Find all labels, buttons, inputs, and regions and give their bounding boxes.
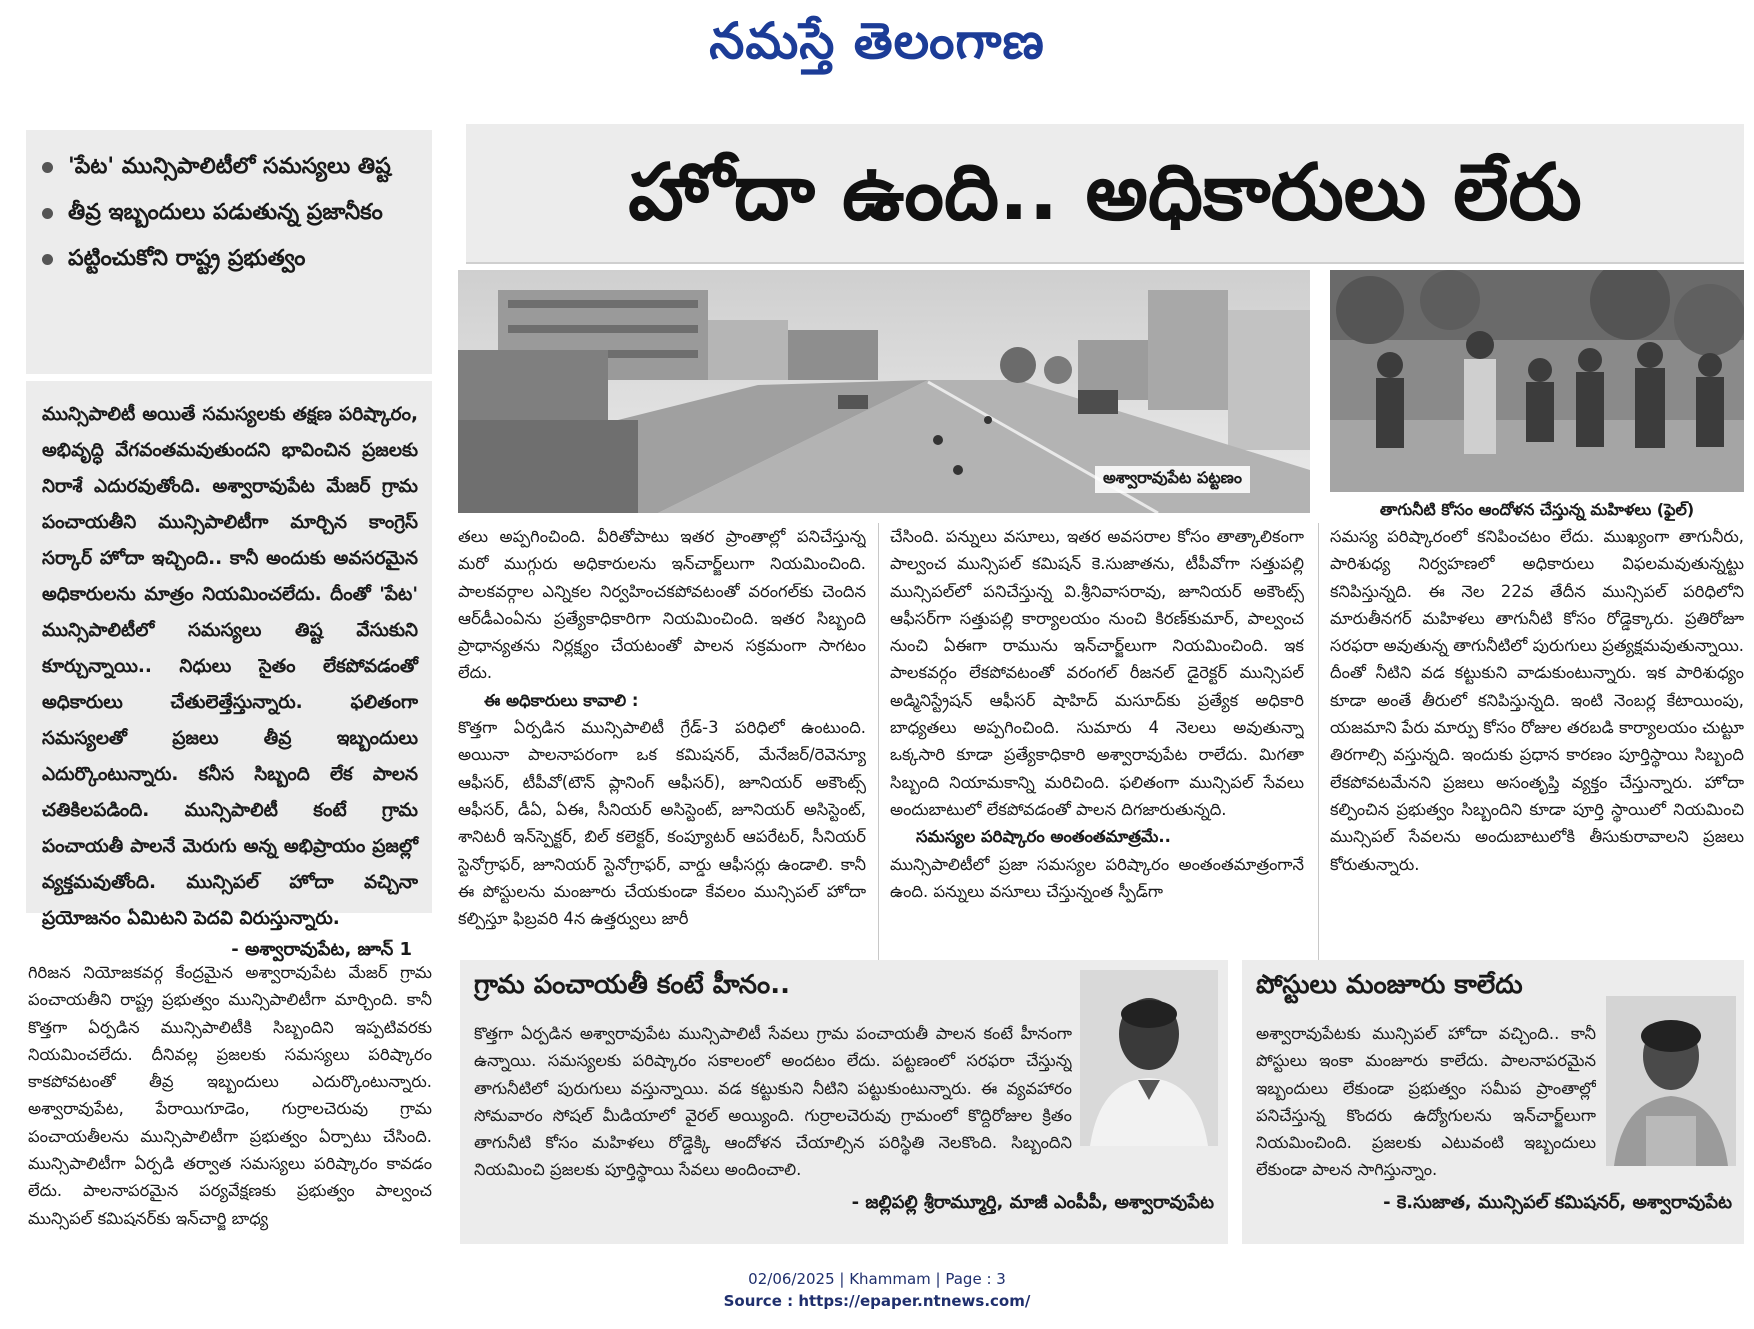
intro-text: మున్సిపాలిటీ అయితే సమస్యలకు తక్షణ పరిష్కారం, అభివృద్ధి వేగవంతమవుతుందని భావించిన ప్రజలకు నిరాశే ఎదురవుతోంది. అశ్వారావుపేట మేజర్ గ్రామ పంచాయతీని మున్సిపాలిటీగా మార్చిన కాంగ్రెస్ సర్కార్ హోదా ఇచ్చింది.. కానీ అందుకు అవసరమైన అధికారులను మాత్రం నియమించలేదు. దీంతో 'పేట' మున్సిపాలిటీలో సమస్యలు తిష్ట వేసుకుని కూర్చున్నాయి.. నిధులు సైతం లేకపోవడంతో అధికారులు చేతులెత్తేస్తున్నారు. ఫలితంగా సమస్యలతో ప్రజలు తీవ్ర ఇబ్బందులు ఎదుర్కొంటున్నారు. కనీస సిబ్బంది లేక పాలన చతికిలపడింది. మున్సిపాలిటీ కంటే గ్రామ పంచాయతీ పాలనే మెరుగు అన్న అభిప్రాయం ప్రజల్లో వ్యక్తమవుతోంది. మున్సిపల్ హోదా వచ్చినా ప్రయోజనం ఏమిటని పెదవి విరుస్తున్నారు.: [42, 404, 418, 929]
highlight-text: తీవ్ర ఇబ్బందులు పడుతున్న ప్రజానీకం: [68, 200, 383, 225]
town-photo-caption: అశ్వారావుపేట పట్టణం: [1095, 466, 1250, 493]
headline: హోదా ఉంది.. అధికారులు లేరు: [628, 148, 1582, 238]
quote-box-attribution: - కె.సుజాత, మున్సిపల్ కమిషనర్, అశ్వారావుపేట: [1383, 1192, 1732, 1213]
highlight-text: పట్టించుకోని రాష్ట్ర ప్రభుత్వం: [68, 246, 306, 271]
quote-box-body: కొత్తగా ఏర్పడిన అశ్వారావుపేట మున్సిపాలిటీ సేవలు గ్రామ పంచాయతీ పాలన కంటే హీనంగా ఉన్నాయి. సమస్యలకు పరిష్కారం సకాలంలో అందటం లేదు. పట్టణంలో సరఫరా చేస్తున్న తాగునీటిలో పురుగులు వస్తున్నాయి. వడ కట్టుకుని నీటిని పట్టుకుంటున్నారు. ఈ వ్యవహారం సోమవారం సోషల్ మీడియాలో వైరల్ అయ్యింది. గుర్రాలచెరువు గ్రామంలో కొద్దిరోజుల క్రితం తాగునీటి కోసం మహిళలు రోడ్డెక్కి ఆందోళన చేయాల్సిన పరిస్థితి నెలకొంది. సిబ్బందిని నియమించి ప్రజలకు పూర్తిస్థాయి సేవలు అందించాలి.: [474, 1024, 1072, 1180]
quote-box-title: పోస్టులు మంజూరు కాలేదు: [1256, 970, 1523, 1000]
col2-text-a: తలు అప్పగించింది. వీరితోపాటు ఇతర ప్రాంతాల్లో పనిచేస్తున్న మరో ముగ్గురు అధికారులను ఇన్‌చార్జ్‌లుగా నియమించింది. పాలకవర్గాల ఎన్నికల నిర్వహించకపోవటంతో వరంగల్‌కు చెందిన ఆర్‌డీఎంఏను ప్రత్యేకాధికారిగా నియమించింది. ఇతర సిబ్బంది ప్రాధాన్యతను నిర్లక్ష్యం చేయటంతో పాలన సక్రమంగా సాగటం లేదు.: [458, 527, 866, 683]
highlight-text: 'పేట' మున్సిపాలిటీలో సమస్యలు తిష్ట: [68, 154, 391, 179]
quote-box-commissioner: [1242, 960, 1744, 1244]
protest-photo-caption: తాగునీటి కోసం ఆందోళన చేస్తున్న మహిళలు (ఫైల్): [1379, 500, 1695, 519]
portrait-photo: [1080, 970, 1218, 1146]
highlight-item: [38, 190, 420, 236]
protest-photo: [1330, 270, 1744, 492]
highlight-item: [38, 144, 420, 190]
quote-box-attribution: - జల్లిపల్లి శ్రీరామ్మూర్తి, మాజీ ఎంపీపీ, అశ్వారావుపేట: [851, 1192, 1214, 1213]
col3-text-a: చేసింది. పన్నులు వసూలు, ఇతర అవసరాల కోసం తాత్కాలికంగా పాల్వంచ మున్సిపల్ కమిషన్ కె.సుజాతను, టీపీవోగా సత్తుపల్లి మున్సిపల్‌లో పనిచేస్తున్న వి.శ్రీనివాసరావు, జూనియర్ అకౌంట్స్ ఆఫీసర్‌గా సత్తుపల్లి కార్యాలయం నుంచి కిరణ్‌కుమార్, పాల్వంచ నుంచి ఏఈగా రామును ఇన్‌చార్జ్‌లుగా నియమించింది. ఇక పాలకవర్గం లేకపోవటంతో వరంగల్ రీజనల్ డైరెక్టర్ మున్సిపల్ అడ్మినిస్ట్రేషన్ ఆఫీసర్ షాహిద్ మసూద్‌కు ప్రత్యేక అధికారి బాధ్యతలు అప్పగించింది. సుమారు 4 నెలలు అవుతున్నా ఒక్కసారి కూడా ప్రత్యేకాధికారి అశ్వారావుపేట రాలేదు. మిగతా సిబ్బంది నియామకాన్ని మరిచింది. ఫలితంగా మున్సిపల్ సేవలు అందుబాటులో లేకపోవడంతో పాలన దిగజారుతున్నది.: [890, 527, 1304, 819]
article-column-4: సమస్య పరిష్కారంలో కనిపించటం లేదు. ముఖ్యంగా తాగునీరు, పారిశుధ్య నిర్వహణలో అధికారులు విఫలమవుతున్నట్టు కనిపిస్తున్నది. ఈ నెల 22వ తేదీన మున్సిపల్ పరిధిలోని మారుతీనగర్ మహిళలు తాగునీటి కోసం రోడ్డెక్కారు. ప్రతిరోజూ సరఫరా అవుతున్న తాగునీటిలో పురుగులు ప్రత్యక్షమవుతున్నాయి. దీంతో నీటిని వడ కట్టుకుని వాడుకుంటున్నారు. ఇక పారిశుధ్యం కూడా అంతే తీరులో కనిపిస్తున్నది. ఇంటి నెంబర్ల కేటాయింపు, యజమాని పేరు మార్పు కోసం రోజుల తరబడి కార్యాలయం చుట్టూ తిరగాల్సి వస్తున్నది. ఇందుకు ప్రధాన కారణం పూర్తిస్థాయి సిబ్బంది లేకపోవటమేనని ప్రజలు అసంతృప్తి వ్యక్తం చేస్తున్నారు. హోదా కల్పించిన ప్రభుత్వం సిబ్బందిని కూడా పూర్తి స్థాయిలో నియమించి మున్సిపల్ సేవలను అందుబాటులోకి తీసుకురావాలని ప్రజలు కోరుతున్నారు.: [1330, 527, 1744, 874]
protest-photo-image: [1330, 270, 1744, 492]
bullet-dot-icon: [42, 162, 53, 173]
bullet-dot-icon: [42, 208, 53, 219]
col2-subhead: ఈ అధికారులు కావాలి :: [484, 690, 639, 710]
highlights-list: [26, 130, 432, 282]
article-column-3: [890, 523, 1304, 968]
bullet-dot-icon: [42, 254, 53, 265]
col3-text-b: మున్సిపాలిటీలో ప్రజా సమస్యల పరిష్కారం అంతంతమాత్రంగానే ఉంది. పన్నులు వసూలు చేస్తున్నంత స్పీడ్‌గా: [890, 854, 1304, 901]
article-column-1: గిరిజన నియోజకవర్గ కేంద్రమైన అశ్వారావుపేట మేజర్ గ్రామ పంచాయతీని రాష్ట్ర ప్రభుత్వం మున్సిపాలిటీగా మార్చింది. కానీ కొత్తగా ఏర్పడిన మున్సిపాలిటీకి సిబ్బందిని ఇప్పటివరకు నియమించలేదు. దీనివల్ల ప్రజలకు సమస్యలు పరిష్కారం కాకపోవటంతో తీవ్ర ఇబ్బందులు ఎదుర్కొంటున్నారు. అశ్వారావుపేట, పేరాయిగూడెం, గుర్రాలచెరువు గ్రామ పంచాయతీలను మున్సిపాలిటీగా ప్రభుత్వం ఏర్పాటు చేసింది. మున్సిపాలిటీగా ఏర్పడి తర్వాత సమస్యలు పరిష్కారం కావడం లేదు. పాలనాపరమైన పర్యవేక్షణకు ప్రభుత్వం పాల్వంచ మున్సిపల్ కమిషనర్‌కు ఇన్‌చార్జి బాధ్య: [28, 963, 432, 1228]
footer-date-edition: 02/06/2025 | Khammam | Page : 3: [748, 1270, 1006, 1288]
dateline: - అశ్వారావుపేట, జూన్ 1: [231, 939, 412, 960]
portrait-photo: [1606, 996, 1736, 1166]
footer-source-link[interactable]: Source : https://epaper.ntnews.com/: [723, 1292, 1031, 1310]
article-column-2: [458, 523, 866, 968]
quote-box-body: అశ్వారావుపేటకు మున్సిపల్ హోదా వచ్చింది.. కానీ పోస్టులు ఇంకా మంజూరు కాలేదు. పాలనాపరమైన ఇబ్బందులు లేకుండా ప్రభుత్వం సమీప ప్రాంతాల్లో పనిచేస్తున్న కొందరు ఉద్యోగులను ఇన్‌చార్జ్‌లుగా నియమించింది. ప్రజలకు ఎటువంటి ఇబ్బందులు లేకుండా పాలన సాగిస్తున్నాం.: [1256, 1024, 1596, 1180]
town-photo: [458, 270, 1310, 513]
highlight-item: [38, 236, 420, 282]
intro-box: [26, 381, 432, 960]
quote-box-title: గ్రామ పంచాయతీ కంటే హీనం..: [474, 970, 790, 1000]
highlights-box: [26, 130, 432, 374]
quote-box-former-mpp: [460, 960, 1228, 1244]
col2-text-b: కొత్తగా ఏర్పడిన మున్సిపాలిటీ గ్రేడ్-3 పరిధిలో ఉంటుంది. అయినా పాలనాపరంగా ఒక కమిషనర్, మేనేజర్/రెవెన్యూ ఆఫీసర్, టీపీవో(టౌన్ ప్లానింగ్ ఆఫీసర్), జూనియర్ అకౌంట్స్ ఆఫీసర్, డీఏ, ఏఈ, సీనియర్ అసిస్టెంట్, జూనియర్ అసిస్టెంట్, శానిటరీ ఇన్‌స్పెక్టర్, బిల్ కలెక్టర్, కంప్యూటర్ ఆపరేటర్, సీనియర్ స్టెనోగ్రాఫర్, జూనియర్ స్టెనోగ్రాఫర్, వార్డు ఆఫీసర్లు ఉండాలి. కానీ ఈ పోస్టులను మంజూరు చేయకుండా కేవలం మున్సిపల్ హోదా కల్పిస్తూ ఫిబ్రవరి 4న ఉత్తర్వులు జారీ: [458, 718, 866, 929]
column-divider: [1318, 523, 1319, 968]
col3-subhead: సమస్యల పరిష్కారం అంతంతమాత్రమే..: [916, 827, 1171, 847]
column-divider: [878, 523, 879, 968]
masthead-logo: నమస్తే తెలంగాణ: [709, 12, 1045, 70]
